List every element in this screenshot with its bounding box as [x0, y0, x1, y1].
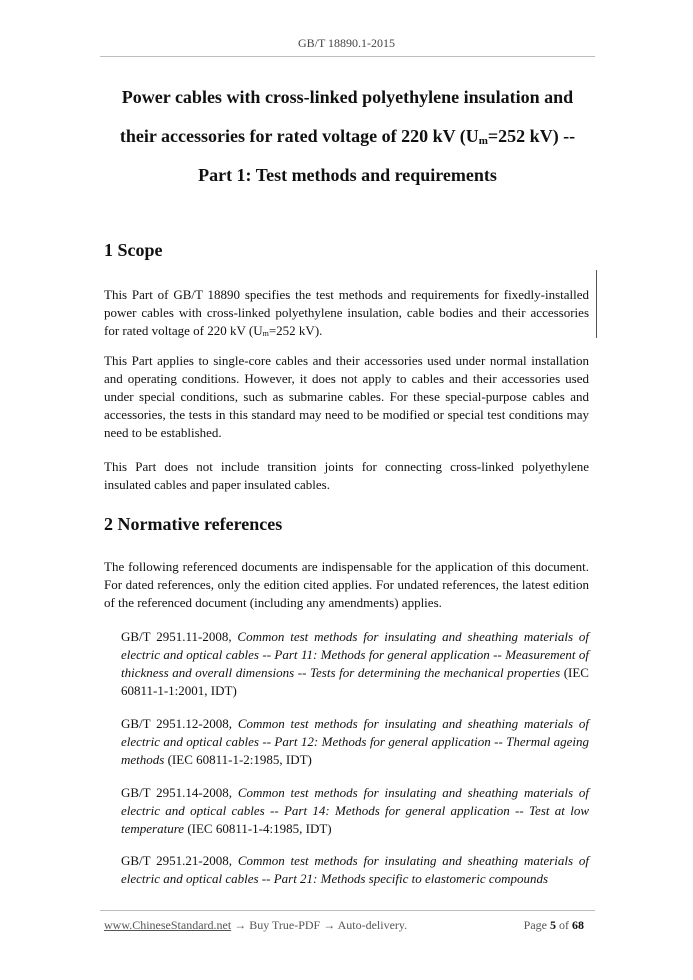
- header-divider: [100, 56, 595, 57]
- footer-links: [104, 918, 407, 933]
- footer-divider: [100, 910, 595, 911]
- document-title: [100, 78, 595, 195]
- reference-item: GB/T 2951.21-2008, Common test methods for insulating and sheathing materials of electric and optical cables -- Part 21: Methods specific to elastomeric compounds: [121, 853, 589, 886]
- current-page-number: 5: [550, 918, 556, 932]
- total-pages: 68: [572, 918, 584, 932]
- scope-paragraph-3: This Part does not include transition joints for connecting cross-linked polyethylene insulated cables and paper insulated cables.: [104, 459, 589, 492]
- section-heading-scope: 1 Scope: [104, 240, 163, 260]
- title-line-1: Power cables with cross-linked polyethylene insulation and: [121, 87, 574, 107]
- section-heading-normative-references: 2 Normative references: [104, 514, 283, 534]
- scope-paragraph-2: This Part applies to single-core cables and their accessories used under normal installation and operating conditions. However, it does not apply to cables and their accessories used under special conditions, such as submarine cables. For these special-purpose cables and accessories, the tests in this standard may need to be modified or special test conditions may need to be established.: [104, 353, 589, 440]
- header-standard-code: GB/T 18890.1-2015: [297, 36, 396, 50]
- arrow-icon: →: [231, 918, 250, 932]
- normative-references-intro: The following referenced documents are indispensable for the application of this document. For dated references, only the edition cited applies. For undated references, the latest edition of the referenced document (including any amendments) applies.: [104, 559, 589, 610]
- arrow-icon: →: [320, 918, 338, 932]
- reference-item: GB/T 2951.14-2008, Common test methods for insulating and sheathing materials of electric and optical cables -- Part 14: Methods for general application -- Test at low temperature (IEC 60811-1-4:1985, IDT): [121, 785, 589, 836]
- buy-pdf-link[interactable]: Buy True-PDF: [249, 918, 321, 932]
- reference-item: GB/T 2951.11-2008, Common test methods for insulating and sheathing materials of electric and optical cables -- Part 11: Methods for general application -- Measurement of thickness and overall dimensions -- Tests for determining the mechanical properties (IEC 60811-1-1:2001, IDT): [121, 629, 589, 698]
- revision-change-bar: [596, 270, 597, 338]
- scope-paragraph-1: This Part of GB/T 18890 specifies the test methods and requirements for fixedly-installed power cables with cross-linked polyethylene insulation, cable bodies and their accessories for rated voltage of 220 kV ($U_m=252$ kV).: [104, 287, 589, 338]
- title-line-3: Part 1: Test methods and requirements: [198, 165, 497, 185]
- reference-item: GB/T 2951.12-2008, Common test methods for insulating and sheathing materials of electric and optical cables -- Part 12: Methods for general application -- Thermal ageing methods (IEC 60811-1-2:1985, IDT): [121, 716, 589, 767]
- page-indicator: Page 5 of 68: [523, 918, 584, 932]
- title-line-2: their accessories for rated voltage of 220 kV ($U_m=252$ kV) --: [119, 126, 576, 147]
- auto-delivery-text: Auto-delivery.: [337, 918, 408, 932]
- site-link[interactable]: www.ChineseStandard.net: [104, 918, 232, 932]
